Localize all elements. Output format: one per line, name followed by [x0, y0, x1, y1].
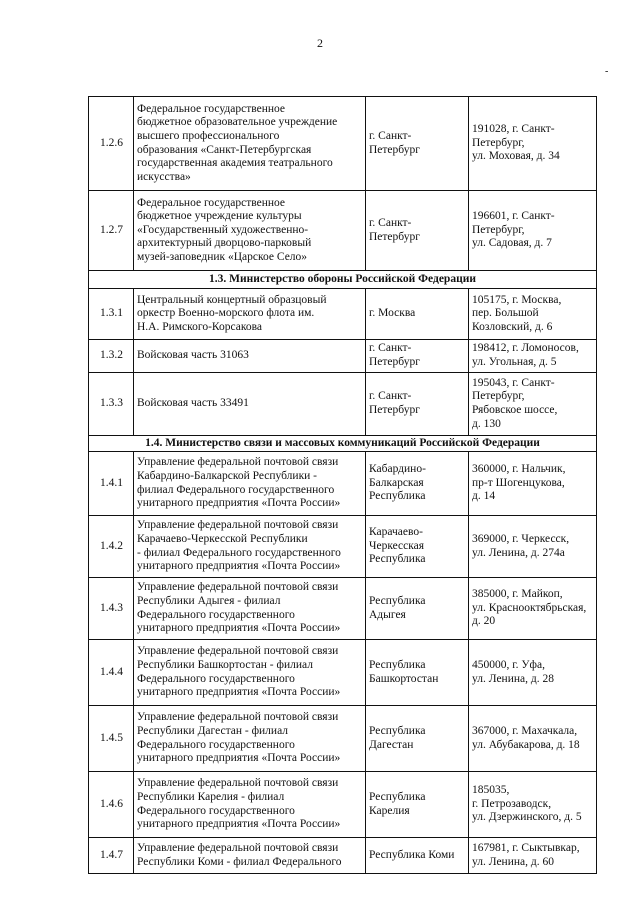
- entry-address: 191028, г. Санкт- Петербург, ул. Моховая, д. 34: [469, 97, 597, 191]
- entry-location: г. Санкт- Петербург: [366, 97, 469, 191]
- entry-location: Республика Карелия: [366, 772, 469, 838]
- entry-number: 1.4.5: [89, 706, 134, 772]
- table-row: [89, 838, 597, 874]
- organization-name: Управление федеральной почтовой связи Республики Коми - филиал Федерального: [134, 838, 366, 874]
- entry-location: Республика Коми: [366, 838, 469, 874]
- organization-name: Войсковая часть 31063: [134, 340, 366, 373]
- organization-name: Управление федеральной почтовой связи Республики Дагестан - филиал Федерального государственного унитарного предприятия «Почта России»: [134, 706, 366, 772]
- organization-name: Управление федеральной почтовой связи Республики Карелия - филиал Федерального государственного унитарного предприятия «Почта России»: [134, 772, 366, 838]
- entry-number: 1.3.2: [89, 340, 134, 373]
- entry-number: 1.4.1: [89, 452, 134, 516]
- page-number: 2: [317, 36, 323, 50]
- entry-address: 185035, г. Петрозаводск, ул. Дзержинского, д. 5: [469, 772, 597, 838]
- entry-number: 1.2.6: [89, 97, 134, 191]
- entry-number: 1.4.4: [89, 640, 134, 706]
- entry-address: 367000, г. Махачкала, ул. Абубакарова, д. 18: [469, 706, 597, 772]
- organization-name: Управление федеральной почтовой связи Кабардино-Балкарской Республики - филиал Федерального государственного унитарного предприятия «Почта России»: [134, 452, 366, 516]
- table-row: [89, 772, 597, 838]
- table-row: [89, 452, 597, 516]
- section-title: 1.3. Министерство обороны Российской Федерации: [89, 271, 597, 289]
- organization-name: Центральный концертный образцовый оркестр Военно-морского флота им. Н.А. Римского-Корсакова: [134, 289, 366, 340]
- entry-address: 369000, г. Черкесск, ул. Ленина, д. 274а: [469, 516, 597, 578]
- table-body: [89, 97, 597, 874]
- entry-address: 105175, г. Москва, пер. Большой Козловский, д. 6: [469, 289, 597, 340]
- table-row: [89, 97, 597, 191]
- entry-location: г. Санкт- Петербург: [366, 373, 469, 436]
- table-row: [89, 578, 597, 640]
- entry-location: г. Москва: [366, 289, 469, 340]
- entry-number: 1.4.7: [89, 838, 134, 874]
- organization-name: Управление федеральной почтовой связи Карачаево-Черкесской Республики - филиал Федерального государственного унитарного предприятия «Почта России»: [134, 516, 366, 578]
- entry-address: 198412, г. Ломоносов, ул. Угольная, д. 5: [469, 340, 597, 373]
- entry-location: Республика Адыгея: [366, 578, 469, 640]
- entry-number: 1.4.3: [89, 578, 134, 640]
- table-row: [89, 516, 597, 578]
- entry-number: 1.3.1: [89, 289, 134, 340]
- entry-address: 450000, г. Уфа, ул. Ленина, д. 28: [469, 640, 597, 706]
- section-title: 1.4. Министерство связи и массовых коммуникаций Российской Федерации: [89, 436, 597, 452]
- entry-number: 1.4.6: [89, 772, 134, 838]
- table-row: [89, 289, 597, 340]
- table-row: [89, 640, 597, 706]
- entry-location: Кабардино- Балкарская Республика: [366, 452, 469, 516]
- entry-address: 167981, г. Сыктывкар, ул. Ленина, д. 60: [469, 838, 597, 874]
- organization-name: Управление федеральной почтовой связи Республики Башкортостан - филиал Федерального государственного унитарного предприятия «Почта России»: [134, 640, 366, 706]
- entry-address: 195043, г. Санкт- Петербург, Рябовское шоссе, д. 130: [469, 373, 597, 436]
- organizations-table: [88, 96, 597, 874]
- organization-name: Федеральное государственное бюджетное образовательное учреждение высшего профессионального образования «Санкт-Петербургская государственная академия театрального искусства»: [134, 97, 366, 191]
- organization-name: Войсковая часть 33491: [134, 373, 366, 436]
- corner-mark: -: [605, 66, 609, 77]
- entry-address: 360000, г. Нальчик, пр-т Шогенцукова, д. 14: [469, 452, 597, 516]
- organization-name: Управление федеральной почтовой связи Республики Адыгея - филиал Федерального государственного унитарного предприятия «Почта России»: [134, 578, 366, 640]
- entry-location: г. Санкт- Петербург: [366, 340, 469, 373]
- entry-location: г. Санкт- Петербург: [366, 191, 469, 271]
- entry-location: Карачаево- Черкесская Республика: [366, 516, 469, 578]
- table-row: [89, 706, 597, 772]
- section-header-row: [89, 271, 597, 289]
- entry-number: 1.2.7: [89, 191, 134, 271]
- entry-address: 196601, г. Санкт- Петербург, ул. Садовая, д. 7: [469, 191, 597, 271]
- table-row: [89, 191, 597, 271]
- table-row: [89, 340, 597, 373]
- section-header-row: [89, 436, 597, 452]
- entry-address: 385000, г. Майкоп, ул. Краснооктябрьская, д. 20: [469, 578, 597, 640]
- entry-location: Республика Башкортостан: [366, 640, 469, 706]
- entry-number: 1.3.3: [89, 373, 134, 436]
- table-row: [89, 373, 597, 436]
- organization-name: Федеральное государственное бюджетное учреждение культуры «Государственный художественно- архитектурный дворцово-парковый музей-заповедник «Царское Село»: [134, 191, 366, 271]
- entry-number: 1.4.2: [89, 516, 134, 578]
- entry-location: Республика Дагестан: [366, 706, 469, 772]
